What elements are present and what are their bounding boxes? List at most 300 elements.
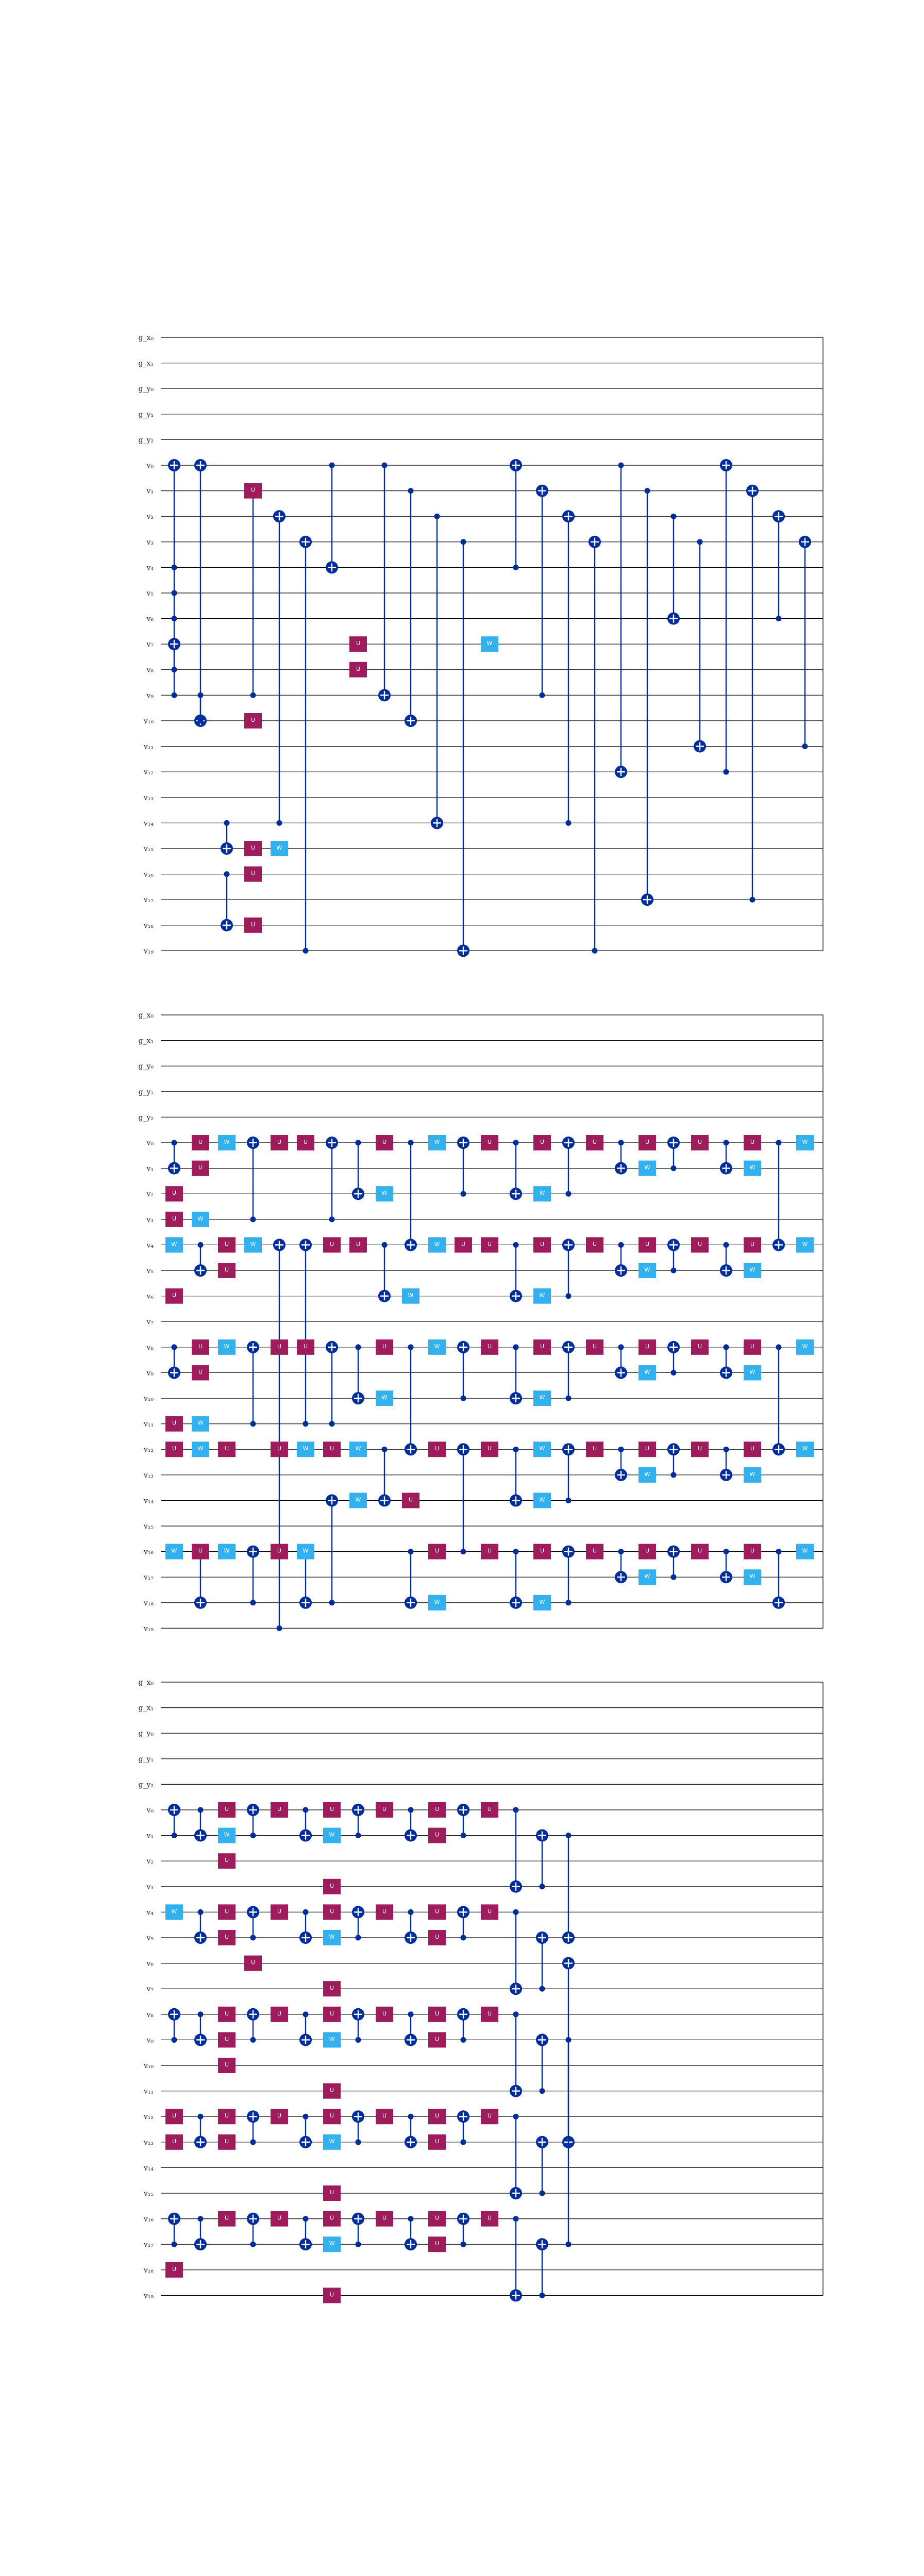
gate-label: U bbox=[277, 1806, 282, 1812]
circuit-panel-2 bbox=[139, 1011, 823, 1633]
gate-label: W bbox=[329, 1831, 335, 1838]
gate-label: U bbox=[277, 2112, 282, 2120]
gate-label: U bbox=[224, 1266, 229, 1273]
gate-label: U bbox=[434, 1934, 440, 1940]
qubit-label: v₁₄ bbox=[143, 819, 154, 828]
gate-label: U bbox=[250, 717, 256, 723]
gate-label: U bbox=[277, 1445, 282, 1452]
gate-label: U bbox=[277, 1343, 282, 1350]
control-dot bbox=[198, 1242, 204, 1248]
gate-label: U bbox=[487, 1241, 492, 1248]
gate-label: W bbox=[434, 1139, 440, 1145]
gate-label: U bbox=[224, 2214, 229, 2222]
control-dot bbox=[618, 463, 624, 468]
control-dot bbox=[198, 2011, 204, 2017]
gate-label: U bbox=[172, 2112, 177, 2120]
qubit-label: v₁₃ bbox=[143, 793, 154, 802]
control-dot bbox=[513, 565, 519, 570]
qubit-label: g_x₀ bbox=[138, 1679, 154, 1687]
gate-label: U bbox=[277, 1908, 282, 1915]
gate-label: U bbox=[697, 1547, 702, 1554]
gate-label: W bbox=[224, 1831, 230, 1838]
gate-label: U bbox=[434, 2138, 440, 2145]
control-dot bbox=[724, 1242, 729, 1248]
control-dot bbox=[172, 1140, 177, 1146]
gate-label: U bbox=[277, 1547, 282, 1554]
gate-label: U bbox=[434, 1547, 440, 1554]
gate-label: W bbox=[303, 1445, 309, 1452]
control-dot bbox=[566, 1498, 572, 1503]
gate-label: U bbox=[356, 1241, 361, 1248]
gate-label: W bbox=[171, 1908, 177, 1915]
qubit-label: v₃ bbox=[146, 1883, 154, 1891]
qubit-label: g_y₁ bbox=[138, 1088, 154, 1096]
gate-label: W bbox=[749, 1573, 755, 1580]
control-dot bbox=[540, 1986, 545, 1992]
circuit-panel-1 bbox=[139, 334, 823, 957]
qubit-label: v₁₅ bbox=[143, 845, 154, 853]
control-dot bbox=[408, 2011, 414, 2017]
gate-label: U bbox=[250, 486, 256, 494]
gate-label: U bbox=[303, 1139, 308, 1145]
qubit-label: v₁₆ bbox=[143, 1548, 154, 1556]
qubit-label: v₁₁ bbox=[143, 2087, 154, 2096]
gate-label: U bbox=[224, 1241, 229, 1248]
control-dot bbox=[303, 1807, 309, 1813]
gate-label: U bbox=[382, 2214, 387, 2222]
qubit-label: v₁₂ bbox=[143, 1446, 154, 1454]
control-dot bbox=[461, 1396, 466, 1401]
gate-label: U bbox=[487, 2214, 492, 2222]
gate-label: U bbox=[224, 1806, 229, 1812]
control-dot bbox=[329, 1216, 335, 1222]
gate-label: U bbox=[382, 2010, 387, 2017]
gate-label: U bbox=[592, 1241, 597, 1248]
control-dot bbox=[540, 2088, 545, 2094]
control-dot bbox=[566, 1396, 572, 1401]
gate-label: U bbox=[250, 844, 256, 851]
control-dot bbox=[329, 463, 335, 468]
qubit-label: v₁₆ bbox=[143, 2215, 154, 2224]
gate-label: U bbox=[592, 1343, 597, 1350]
gate-label: U bbox=[224, 2138, 229, 2145]
control-dot bbox=[461, 2139, 466, 2145]
control-dot bbox=[671, 1268, 677, 1274]
control-dot bbox=[513, 1242, 519, 1248]
control-dot bbox=[250, 1935, 256, 1941]
gate-label: U bbox=[224, 2112, 229, 2120]
gate-label: U bbox=[329, 1908, 334, 1915]
qubit-label: v₅ bbox=[146, 1934, 154, 1942]
gate-label: U bbox=[224, 2010, 229, 2017]
control-dot bbox=[540, 692, 545, 698]
control-dot bbox=[513, 1909, 519, 1915]
control-dot bbox=[303, 2114, 309, 2120]
control-dot bbox=[172, 616, 177, 621]
control-dot bbox=[356, 2242, 361, 2247]
qubit-label: g_x₁ bbox=[138, 1037, 154, 1045]
qubit-label: v₄ bbox=[146, 1908, 154, 1917]
control-dot bbox=[724, 1549, 729, 1554]
qubit-label: v₁₆ bbox=[143, 870, 154, 879]
gate-label: U bbox=[277, 1139, 282, 1145]
control-dot bbox=[461, 1549, 466, 1554]
control-dot bbox=[566, 1833, 572, 1838]
control-dot bbox=[198, 1807, 204, 1813]
qubit-label: v₈ bbox=[146, 666, 154, 674]
control-dot bbox=[513, 1344, 519, 1350]
gate-label: U bbox=[461, 1241, 466, 1248]
qubit-label: g_y₁ bbox=[138, 410, 154, 419]
control-dot bbox=[461, 539, 466, 545]
gate-label: U bbox=[356, 640, 361, 647]
control-dot bbox=[566, 1191, 572, 1197]
gate-label: W bbox=[276, 844, 282, 851]
qubit-label: v₇ bbox=[146, 1318, 154, 1327]
control-dot bbox=[250, 1600, 256, 1605]
control-dot bbox=[566, 820, 572, 826]
control-dot bbox=[802, 743, 808, 749]
control-dot bbox=[776, 1549, 782, 1554]
control-dot bbox=[303, 2216, 309, 2222]
gate-label: W bbox=[197, 1445, 204, 1452]
gate-label: W bbox=[171, 1241, 177, 1248]
control-dot bbox=[382, 463, 388, 468]
gate-label: U bbox=[697, 1139, 702, 1145]
gate-label: W bbox=[381, 1394, 388, 1401]
qubit-label: v₀ bbox=[146, 1806, 154, 1815]
control-dot bbox=[303, 1909, 309, 1915]
control-dot bbox=[408, 1140, 414, 1146]
control-dot bbox=[671, 1574, 677, 1580]
control-dot bbox=[461, 2037, 466, 2043]
gate-label: U bbox=[540, 1343, 545, 1350]
gate-label: U bbox=[172, 1190, 177, 1197]
qubit-label: v₅ bbox=[146, 1267, 154, 1275]
gate-label: U bbox=[487, 2112, 492, 2120]
control-dot bbox=[513, 1549, 519, 1554]
gate-label: W bbox=[329, 1934, 335, 1940]
gate-label: U bbox=[645, 1343, 650, 1350]
gate-label: U bbox=[645, 1139, 650, 1145]
control-dot bbox=[198, 718, 204, 724]
gate-label: U bbox=[750, 1445, 755, 1452]
qubit-label: v₂ bbox=[146, 1857, 154, 1866]
control-dot bbox=[250, 1421, 256, 1427]
gate-label: W bbox=[303, 1547, 309, 1554]
gate-label: U bbox=[224, 1908, 229, 1915]
gate-label: U bbox=[434, 2214, 440, 2222]
control-dot bbox=[408, 1807, 414, 1813]
control-dot bbox=[776, 1140, 782, 1146]
qubit-label: g_y₀ bbox=[138, 1062, 154, 1071]
gate-label: W bbox=[434, 1343, 440, 1350]
qubit-label: g_x₀ bbox=[138, 1011, 154, 1020]
gate-label: U bbox=[329, 1882, 334, 1889]
gate-label: U bbox=[198, 1368, 203, 1376]
control-dot bbox=[224, 820, 230, 826]
qubit-label: v₁₅ bbox=[143, 2190, 154, 2198]
gate-label: W bbox=[250, 1241, 256, 1248]
gate-label: U bbox=[329, 2087, 334, 2094]
qubit-label: v₇ bbox=[146, 640, 154, 649]
control-dot bbox=[513, 1807, 519, 1813]
qubit-label: g_x₀ bbox=[138, 334, 154, 342]
gate-label: U bbox=[592, 1139, 597, 1145]
gate-label: W bbox=[381, 1190, 388, 1197]
control-dot bbox=[724, 1447, 729, 1452]
control-dot bbox=[250, 2037, 256, 2043]
qubit-label: v₉ bbox=[146, 1369, 154, 1378]
gate-label: W bbox=[329, 2240, 335, 2247]
gate-label: U bbox=[645, 1445, 650, 1452]
gate-label: W bbox=[486, 640, 493, 647]
qubit-label: g_y₂ bbox=[138, 436, 154, 445]
control-dot bbox=[277, 1625, 282, 1631]
control-dot bbox=[172, 1833, 177, 1838]
control-dot bbox=[329, 1421, 335, 1427]
gate-label: U bbox=[697, 1241, 702, 1248]
qubit-label: v₁₀ bbox=[143, 2062, 154, 2070]
gate-label: U bbox=[277, 2214, 282, 2222]
qubit-label: g_y₁ bbox=[138, 1755, 154, 1764]
gate-label: U bbox=[198, 1343, 203, 1350]
qubit-label: v₁ bbox=[146, 487, 154, 496]
qubit-label: v₀ bbox=[146, 1139, 154, 1147]
control-dot bbox=[671, 1165, 677, 1171]
gate-label: U bbox=[250, 921, 256, 928]
control-dot bbox=[461, 2242, 466, 2247]
gate-label: U bbox=[356, 665, 361, 672]
control-dot bbox=[382, 1447, 388, 1452]
gate-label: W bbox=[749, 1470, 755, 1478]
qubit-label: v₂ bbox=[146, 1190, 154, 1199]
gate-label: W bbox=[224, 1139, 230, 1145]
control-dot bbox=[776, 1344, 782, 1350]
control-dot bbox=[224, 871, 230, 877]
control-dot bbox=[408, 488, 414, 494]
control-dot bbox=[618, 1447, 624, 1452]
control-dot bbox=[303, 1421, 309, 1427]
gate-label: W bbox=[749, 1368, 755, 1376]
control-dot bbox=[750, 897, 755, 903]
gate-label: U bbox=[487, 1343, 492, 1350]
qubit-label: v₆ bbox=[146, 615, 154, 623]
gate-label: U bbox=[172, 2265, 177, 2273]
qubit-label: v₁₅ bbox=[143, 1522, 154, 1531]
qubit-label: v₁₁ bbox=[143, 742, 154, 751]
gate-label: W bbox=[539, 1496, 545, 1503]
control-dot bbox=[303, 948, 309, 954]
gate-label: W bbox=[802, 1139, 808, 1145]
control-dot bbox=[645, 488, 650, 494]
control-dot bbox=[382, 1242, 388, 1248]
qubit-label: v₄ bbox=[146, 1241, 154, 1250]
qubit-label: v₁₄ bbox=[143, 1497, 154, 1505]
gate-label: W bbox=[644, 1573, 650, 1580]
qubit-label: v₈ bbox=[146, 2010, 154, 2019]
control-dot bbox=[671, 1370, 677, 1376]
control-dot bbox=[172, 2242, 177, 2247]
qubit-label: v₁₇ bbox=[143, 2241, 154, 2249]
gate-label: W bbox=[224, 1547, 230, 1554]
gate-label: U bbox=[645, 1547, 650, 1554]
gate-label: W bbox=[329, 2036, 335, 2043]
control-dot bbox=[356, 1833, 361, 1838]
control-dot bbox=[540, 1884, 545, 1889]
qubit-label: v₁₉ bbox=[143, 1624, 154, 1633]
gate-label: U bbox=[434, 2036, 440, 2043]
control-dot bbox=[329, 1600, 335, 1605]
qubit-label: g_x₁ bbox=[138, 359, 154, 368]
gate-label: U bbox=[329, 2112, 334, 2120]
gate-label: W bbox=[749, 1164, 755, 1171]
control-dot bbox=[461, 1935, 466, 1941]
gate-label: U bbox=[434, 1831, 440, 1838]
gate-label: U bbox=[303, 1343, 308, 1350]
gate-label: W bbox=[171, 1547, 177, 1554]
control-dot bbox=[434, 514, 440, 519]
gate-label: U bbox=[224, 2036, 229, 2043]
qubit-label: v₁ bbox=[146, 1164, 154, 1173]
gate-label: U bbox=[434, 1806, 440, 1812]
control-dot bbox=[461, 1833, 466, 1838]
control-dot bbox=[618, 1242, 624, 1248]
gate-label: U bbox=[434, 1445, 440, 1452]
gate-label: W bbox=[434, 1241, 440, 1248]
qubit-label: v₆ bbox=[146, 1292, 154, 1301]
control-dot bbox=[172, 2037, 177, 2043]
control-dot bbox=[172, 692, 177, 698]
qubit-label: g_y₂ bbox=[138, 1781, 154, 1789]
gate-label: U bbox=[198, 1139, 203, 1145]
gate-label: U bbox=[329, 1806, 334, 1812]
qubit-label: v₁₂ bbox=[143, 2113, 154, 2122]
qubit-label: v₁₁ bbox=[143, 1420, 154, 1429]
control-dot bbox=[172, 590, 177, 596]
control-dot bbox=[198, 2216, 204, 2222]
control-dot bbox=[724, 1140, 729, 1146]
gate-label: U bbox=[750, 1343, 755, 1350]
gate-label: W bbox=[539, 1394, 545, 1401]
qubit-label: v₁₈ bbox=[143, 2266, 154, 2275]
gate-label: U bbox=[750, 1241, 755, 1248]
gate-label: W bbox=[802, 1241, 808, 1248]
control-dot bbox=[250, 2139, 256, 2145]
control-dot bbox=[618, 1549, 624, 1554]
circuit-panel-3 bbox=[139, 1679, 823, 2303]
gate-label: W bbox=[408, 1292, 414, 1299]
qubit-label: g_x₁ bbox=[138, 1704, 154, 1713]
control-dot bbox=[172, 1344, 177, 1350]
qubit-label: v₉ bbox=[146, 691, 154, 700]
gate-label: U bbox=[434, 1908, 440, 1915]
gate-label: U bbox=[224, 1857, 229, 1864]
gate-label: U bbox=[198, 1164, 203, 1171]
gate-label: U bbox=[329, 1241, 334, 1248]
control-dot bbox=[592, 948, 598, 954]
qubit-label: v₁₃ bbox=[143, 2138, 154, 2147]
qubit-label: v₅ bbox=[146, 589, 154, 598]
gate-label: U bbox=[750, 1547, 755, 1554]
gate-label: W bbox=[644, 1164, 650, 1171]
gate-label: W bbox=[197, 1419, 204, 1427]
gate-label: W bbox=[355, 1445, 361, 1452]
control-dot bbox=[566, 2242, 572, 2247]
control-dot bbox=[540, 2293, 545, 2298]
control-dot bbox=[250, 1216, 256, 1222]
gate-label: U bbox=[172, 1419, 177, 1427]
gate-label: W bbox=[539, 1445, 545, 1452]
gate-label: U bbox=[697, 1343, 702, 1350]
gate-label: U bbox=[224, 2061, 229, 2068]
gate-label: U bbox=[382, 2112, 387, 2120]
control-dot bbox=[724, 769, 729, 775]
qubit-label: v₁₉ bbox=[143, 2292, 154, 2300]
control-dot bbox=[408, 1549, 414, 1554]
qubit-label: v₁₀ bbox=[143, 717, 154, 725]
qubit-label: g_y₀ bbox=[138, 1730, 154, 1738]
gate-label: U bbox=[592, 1547, 597, 1554]
control-dot bbox=[408, 1909, 414, 1915]
qubit-label: g_y₂ bbox=[138, 1113, 154, 1122]
gate-label: U bbox=[408, 1496, 413, 1503]
qubit-label: v₇ bbox=[146, 1985, 154, 1994]
control-dot bbox=[540, 2191, 545, 2196]
control-dot bbox=[461, 1191, 466, 1197]
gate-label: U bbox=[487, 1806, 492, 1812]
gate-label: U bbox=[172, 2138, 177, 2145]
qubit-label: v₃ bbox=[146, 538, 154, 547]
control-dot bbox=[303, 2011, 309, 2017]
gate-label: W bbox=[749, 1266, 755, 1273]
control-dot bbox=[618, 1140, 624, 1146]
gate-label: U bbox=[434, 2010, 440, 2017]
control-dot bbox=[408, 1344, 414, 1350]
control-dot bbox=[356, 1140, 361, 1146]
gate-label: W bbox=[802, 1547, 808, 1554]
gate-label: U bbox=[592, 1445, 597, 1452]
gate-label: W bbox=[539, 1190, 545, 1197]
gate-label: U bbox=[382, 1806, 387, 1812]
gate-label: W bbox=[539, 1598, 545, 1605]
gate-label: W bbox=[644, 1266, 650, 1273]
qubit-label: v₃ bbox=[146, 1215, 154, 1224]
gate-label: U bbox=[329, 2189, 334, 2196]
gate-label: U bbox=[172, 1445, 177, 1452]
control-dot bbox=[250, 1833, 256, 1838]
control-dot bbox=[513, 2011, 519, 2017]
gate-label: U bbox=[697, 1445, 702, 1452]
qubit-label: v₁₉ bbox=[143, 947, 154, 956]
gate-label: U bbox=[750, 1139, 755, 1145]
gate-label: U bbox=[277, 2010, 282, 2017]
qubit-label: v₁₇ bbox=[143, 1573, 154, 1582]
control-dot bbox=[513, 1140, 519, 1146]
gate-label: W bbox=[329, 2138, 335, 2145]
qubit-label: v₁₈ bbox=[143, 921, 154, 930]
gate-label: U bbox=[434, 2112, 440, 2120]
qubit-label: v₁₃ bbox=[143, 1471, 154, 1480]
gate-label: U bbox=[434, 2240, 440, 2247]
qubit-label: v₄ bbox=[146, 564, 154, 572]
qubit-label: v₁₈ bbox=[143, 1599, 154, 1607]
control-dot bbox=[776, 616, 782, 621]
control-dot bbox=[356, 2037, 361, 2043]
gate-label: U bbox=[329, 1985, 334, 1992]
qubit-label: v₆ bbox=[146, 1959, 154, 1968]
gate-label: W bbox=[802, 1343, 808, 1350]
